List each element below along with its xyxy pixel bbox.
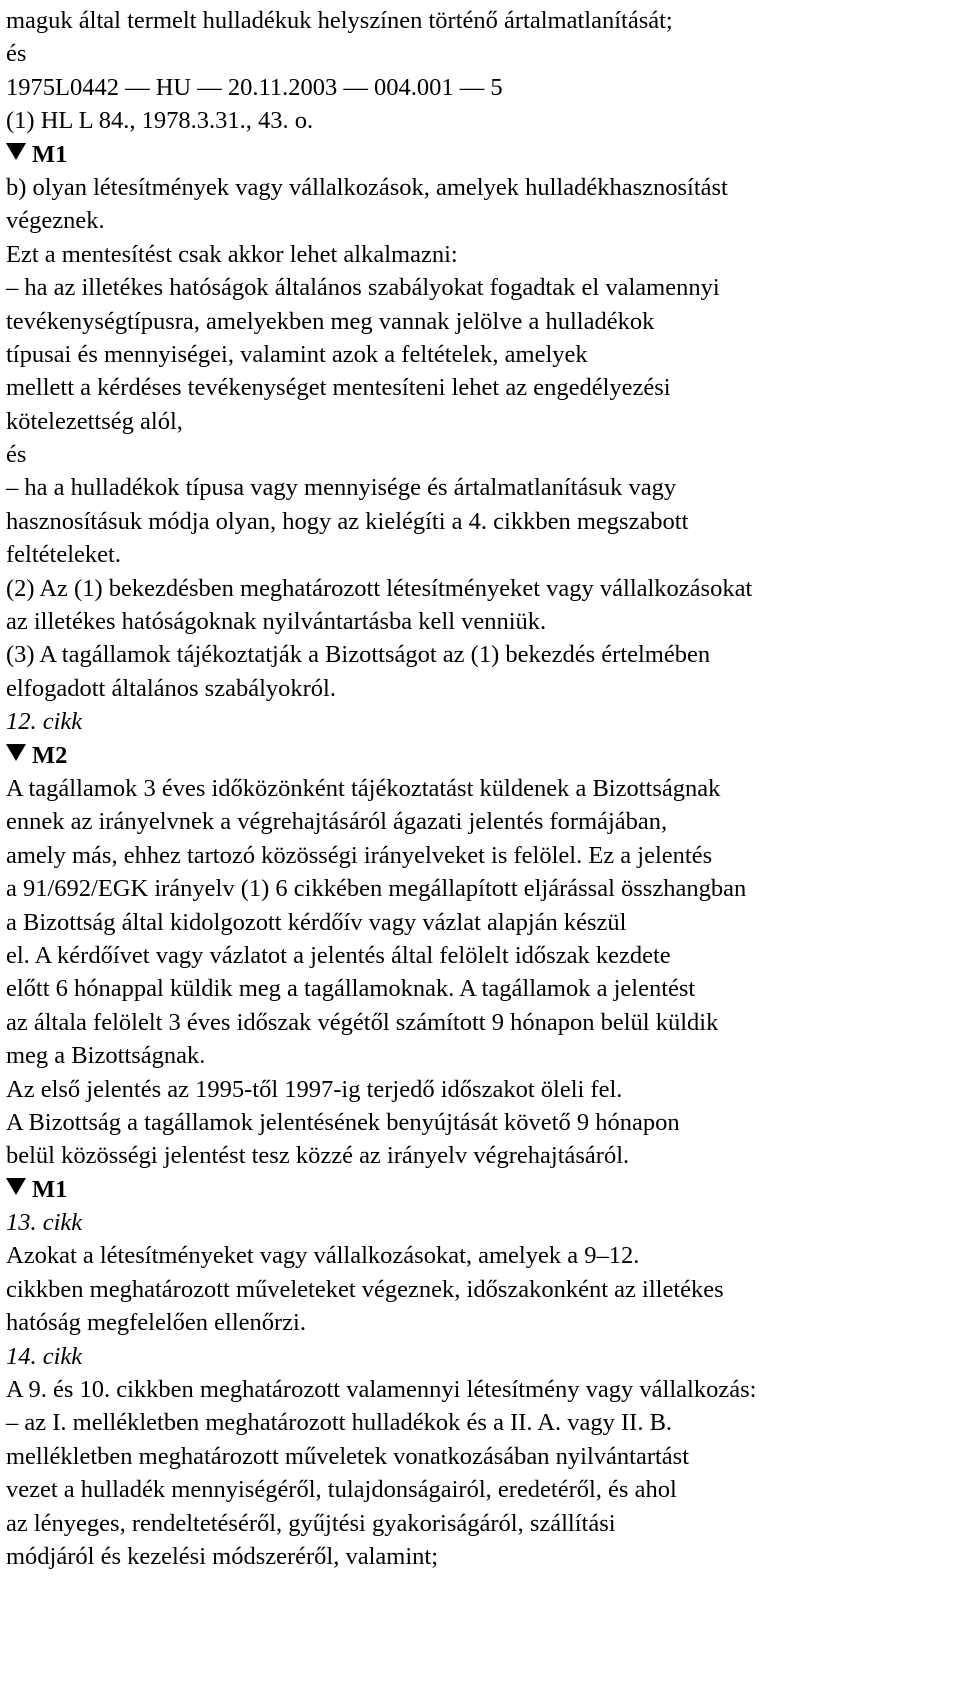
text-line: A 9. és 10. cikkben meghatározott valamennyi létesítmény vagy vállalkozás: — [6, 1376, 757, 1404]
text-line: és — [6, 441, 27, 469]
text-line: és — [6, 40, 27, 68]
text-line: amely más, ehhez tartozó közösségi irányelveket is felölel. Ez a jelentés — [6, 841, 713, 869]
text-line: hasznosításuk módja olyan, hogy az kielégíti a 4. cikkben megszabott — [6, 507, 689, 535]
amendment-marker-label: M1 — [32, 140, 68, 168]
amendment-marker — [6, 739, 960, 772]
text-line: b) olyan létesítmények vagy vállalkozások, amelyek hulladékhasznosítást — [6, 173, 728, 201]
amendment-marker — [6, 1173, 960, 1206]
text-line: tevékenységtípusra, amelyekben meg vannak jelölve a hulladékok — [6, 307, 655, 335]
text-line: az általa felölelt 3 éves időszak végétől számított 9 hónapon belül küldik — [6, 1008, 719, 1036]
text-line: módjáról és kezelési módszeréről, valamint; — [6, 1542, 439, 1570]
text-line: feltételeket. — [6, 541, 121, 569]
text-line: Ezt a mentesítést csak akkor lehet alkalmazni: — [6, 240, 458, 268]
triangle-down-icon — [6, 744, 26, 761]
text-line: a 91/692/EGK irányelv (1) 6 cikkében megállapított eljárással összhangban — [6, 875, 747, 903]
text-line: mellett a kérdéses tevékenységet mentesíteni lehet az engedélyezési — [6, 374, 671, 402]
text-line: (3) A tagállamok tájékoztatják a Bizottságot az (1) bekezdés értelmében — [6, 641, 711, 669]
triangle-down-icon — [6, 143, 26, 160]
amendment-marker-label: M1 — [32, 1175, 68, 1203]
text-line: maguk által termelt hulladékuk helyszínen történő ártalmatlanítását; — [6, 7, 673, 34]
text-line: (1) HL L 84., 1978.3.31., 43. o. — [6, 107, 314, 135]
text-line: Azokat a létesítményeket vagy vállalkozásokat, amelyek a 9–12. — [6, 1242, 640, 1270]
amendment-marker — [6, 138, 960, 171]
text-line: típusai és mennyiségei, valamint azok a feltételek, amelyek — [6, 340, 588, 368]
text-line: végeznek. — [6, 207, 105, 235]
text-line: előtt 6 hónappal küldik meg a tagállamoknak. A tagállamok a jelentést — [6, 975, 696, 1003]
amendment-marker-label: M2 — [32, 741, 68, 769]
text-line: az illetékes hatóságoknak nyilvántartásba kell venniük. — [6, 608, 547, 636]
text-line: belül közösségi jelentést tesz közzé az irányelv végrehajtásáról. — [6, 1142, 630, 1170]
text-line: – ha az illetékes hatóságok általános szabályokat fogadtak el valamennyi — [6, 274, 720, 302]
text-line: hatóság megfelelően ellenőrzi. — [6, 1309, 306, 1337]
text-line: cikkben meghatározott műveleteket végeznek, időszakonként az illetékes — [6, 1275, 724, 1303]
text-line: Az első jelentés az 1995-től 1997-ig terjedő időszakot öleli fel. — [6, 1075, 623, 1103]
text-line: 1975L0442 — HU — 20.11.2003 — 004.001 — 5 — [6, 73, 503, 101]
article-heading: 12. cikk — [6, 708, 83, 736]
text-line: A tagállamok 3 éves időközönként tájékoztatást küldenek a Bizottságnak — [6, 774, 721, 802]
text-line: A Bizottság a tagállamok jelentésének benyújtását követő 9 hónapon — [6, 1108, 680, 1136]
text-line: el. A kérdőívet vagy vázlatot a jelentés által felölelt időszak kezdete — [6, 941, 671, 969]
article-heading: 14. cikk — [6, 1342, 83, 1370]
text-line: a Bizottság által kidolgozott kérdőív vagy vázlat alapján készül — [6, 908, 627, 936]
text-line: (2) Az (1) bekezdésben meghatározott létesítményeket vagy vállalkozásokat — [6, 574, 753, 602]
document-body — [6, 4, 960, 1573]
text-line: ennek az irányelvnek a végrehajtásáról ágazati jelentés formájában, — [6, 808, 668, 836]
text-line: meg a Bizottságnak. — [6, 1042, 206, 1070]
text-line: – ha a hulladékok típusa vagy mennyisége és ártalmatlanításuk vagy — [6, 474, 677, 502]
text-line: vezet a hulladék mennyiségéről, tulajdonságairól, eredetéről, és ahol — [6, 1476, 677, 1504]
text-line: az lényeges, rendeltetéséről, gyűjtési gyakoriságáról, szállítási — [6, 1509, 616, 1537]
text-line: mellékletben meghatározott műveletek vonatkozásában nyilvántartást — [6, 1442, 690, 1470]
triangle-down-icon — [6, 1178, 26, 1195]
text-line: kötelezettség alól, — [6, 407, 183, 435]
text-line: elfogadott általános szabályokról. — [6, 674, 336, 702]
article-heading: 13. cikk — [6, 1209, 83, 1237]
text-line: – az I. mellékletben meghatározott hulladékok és a II. A. vagy II. B. — [6, 1409, 673, 1437]
